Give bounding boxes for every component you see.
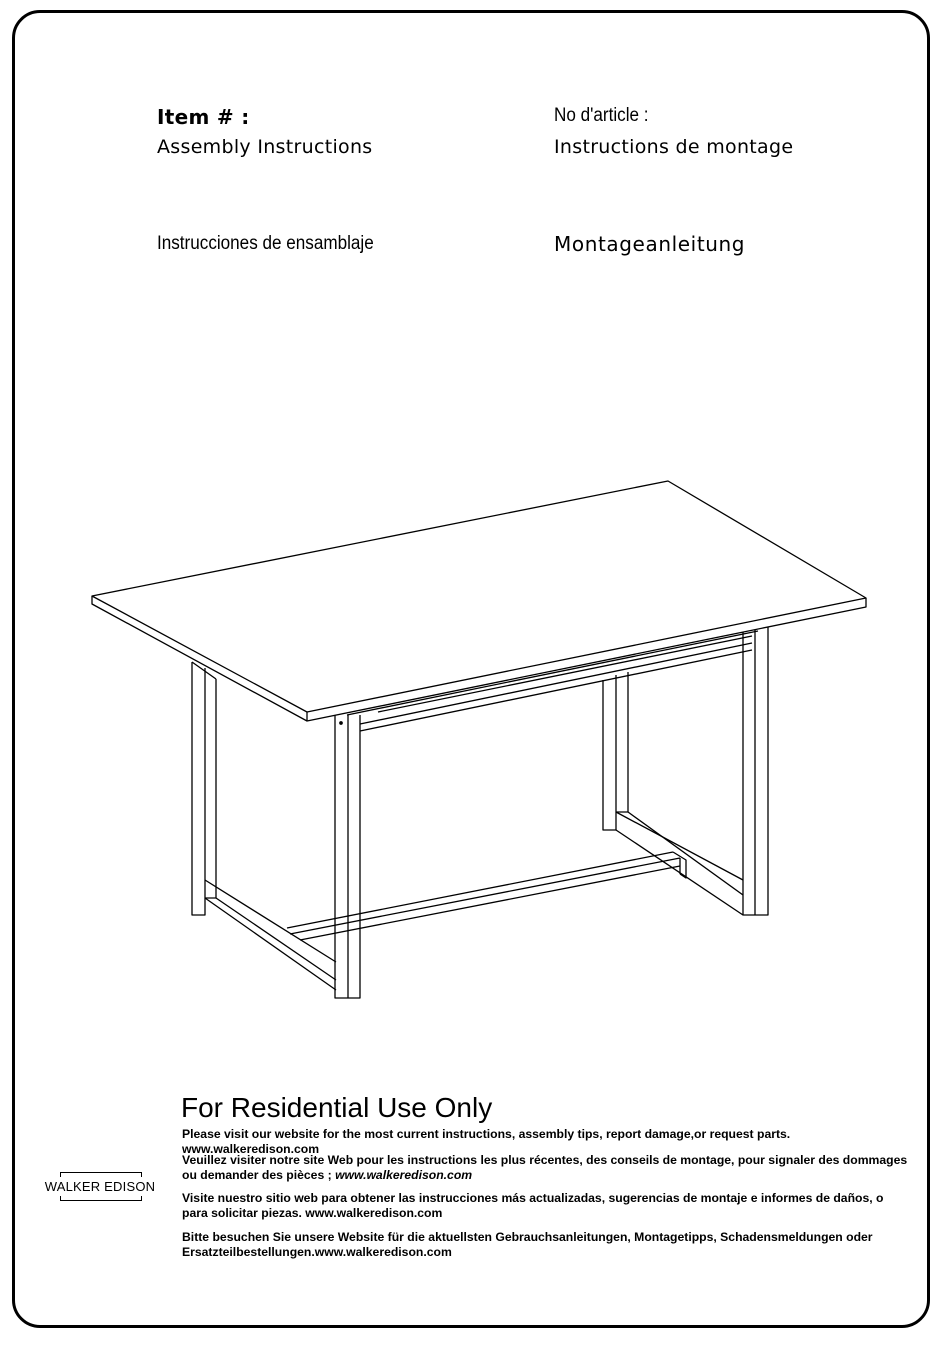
footer-text-en-body: Please visit our website for the most current instructions, assembly tips, report damage,or request parts. (182, 1127, 791, 1141)
footer-text-de (182, 1230, 910, 1260)
assembly-instructions-es: Instrucciones de ensamblaje (157, 233, 374, 254)
footer-text-es (182, 1191, 910, 1221)
website-link-es[interactable]: www.walkeredison.com (305, 1206, 443, 1220)
item-number-label-fr: No d'article : (554, 105, 649, 126)
website-link-fr[interactable]: www.walkeredison.com (335, 1168, 473, 1182)
logo-bracket-top (60, 1172, 142, 1177)
website-link-de[interactable]: www.walkeredison.com (314, 1245, 452, 1259)
assembly-instructions-en: Assembly Instructions (157, 136, 373, 158)
logo-bracket-bottom (60, 1196, 142, 1201)
logo-text: WALKER EDISON (44, 1179, 156, 1194)
footer-text-fr-body: Veuillez visiter notre site Web pour les instructions les plus récentes, des conseils de montage, pour signaler des dommages ou demander des pièces ; (182, 1153, 908, 1182)
footer-text-es-body: Visite nuestro sitio web para obtener las instrucciones más actualizadas, sugerencias de montaje e informes de daños, o para solicitar piezas. (182, 1191, 884, 1220)
assembly-instructions-de: Montageanleitung (554, 232, 746, 256)
footer-text-fr (182, 1153, 910, 1183)
footer-text-de-body: Bitte besuchen Sie unsere Website für die aktuellsten Gebrauchsanleitungen, Montagetipps, Schadensmeldungen oder Ersatzteilbestellungen. (182, 1230, 873, 1259)
item-number-label: Item # : (157, 105, 250, 129)
walker-edison-logo (40, 1172, 160, 1204)
residential-title: For Residential Use Only (181, 1092, 493, 1123)
website-link-en[interactable]: www.walkeredison.com (182, 1142, 320, 1156)
assembly-instructions-fr: Instructions de montage (554, 136, 794, 158)
